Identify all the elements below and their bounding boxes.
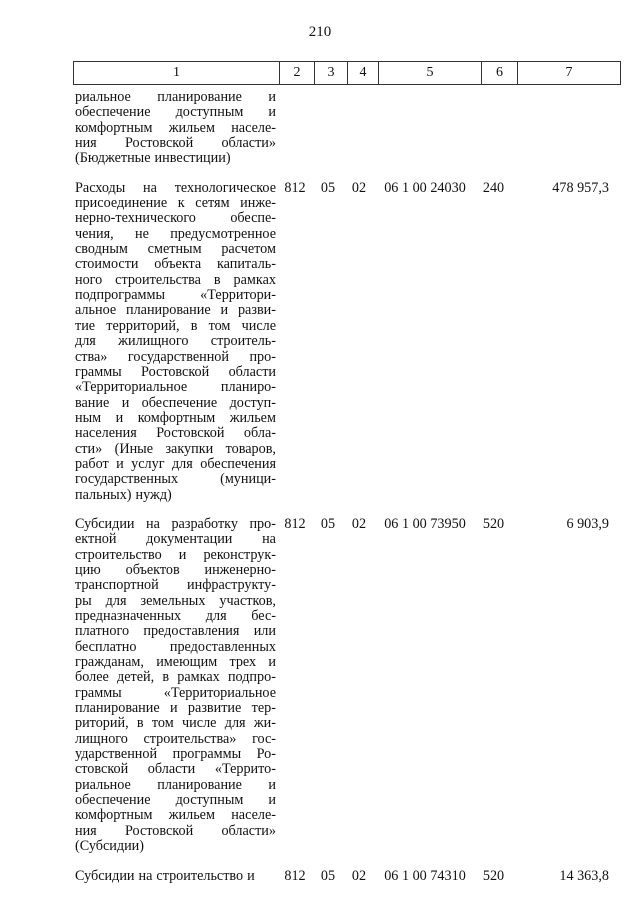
description-line: сти» (Иные закупки товаров, bbox=[75, 440, 276, 457]
page-number: 210 bbox=[308, 24, 332, 40]
description-line: гражданам, имеющим трех и bbox=[75, 654, 276, 671]
description-line: (Субсидии) bbox=[75, 838, 144, 855]
section-code bbox=[312, 90, 344, 167]
section-code: 05 bbox=[320, 867, 336, 884]
header-col-5: 5 bbox=[379, 62, 482, 85]
section-code: 05 bbox=[320, 515, 336, 532]
description-line: альное планирование и разви- bbox=[75, 302, 276, 319]
description-line: лищного строительства» гос- bbox=[75, 730, 276, 747]
description-line: вание и обеспечение доступ- bbox=[75, 394, 276, 411]
amount: 14 363,8 bbox=[559, 867, 609, 884]
header-col-4: 4 bbox=[348, 62, 379, 85]
description-line: сводным сметным расчетом bbox=[75, 241, 276, 258]
subsection-code: 02 bbox=[351, 179, 367, 196]
description-line: «Территориальное планиро- bbox=[75, 379, 276, 396]
description-line: строительство и реконструк- bbox=[75, 546, 276, 563]
description-line: бесплатно предоставленных bbox=[75, 638, 276, 655]
description-line: ства» государственной про- bbox=[75, 348, 276, 365]
header-col-2: 2 bbox=[280, 62, 315, 85]
description-line: ного строительства в рамках bbox=[75, 271, 276, 288]
table-row bbox=[73, 181, 613, 503]
description-line: риальное планирование и bbox=[75, 89, 276, 105]
ministry-code: 812 bbox=[284, 179, 306, 196]
description-line: транспортной инфраструкту- bbox=[75, 577, 276, 594]
header-col-1: 1 bbox=[74, 62, 280, 85]
description-line: обеспечение доступным и bbox=[75, 792, 276, 809]
table-row bbox=[73, 517, 613, 855]
target-article-code: 06 1 00 74310 bbox=[384, 867, 466, 884]
description-line: пальных) нужд) bbox=[75, 486, 172, 503]
section-code: 05 bbox=[320, 179, 336, 196]
description-line: ры для земельных участков, bbox=[75, 592, 276, 609]
description-line: комфортным жильем населе- bbox=[75, 807, 276, 824]
amount: 6 903,9 bbox=[566, 515, 609, 532]
expense-type-code: 240 bbox=[482, 179, 505, 196]
description-line: присоединение к сетям инже- bbox=[75, 195, 276, 212]
row-description bbox=[73, 869, 278, 884]
amount bbox=[511, 90, 613, 167]
description-line: планирование и развитие тер- bbox=[75, 700, 276, 717]
header-col-6: 6 bbox=[482, 62, 518, 85]
description-line: стовской области «Террито- bbox=[75, 761, 276, 778]
description-line: стоимости объекта капиталь- bbox=[75, 256, 276, 273]
table-row bbox=[73, 869, 613, 884]
description-line: ударственной программы Ро- bbox=[75, 746, 276, 763]
description-line: работ и услуг для обеспечения bbox=[75, 455, 276, 472]
table-body bbox=[73, 90, 613, 884]
description-line: ным и комфортным жильем bbox=[75, 409, 276, 426]
description-line: платного предоставления или bbox=[75, 623, 276, 640]
description-line: цию объектов инженерно- bbox=[75, 561, 276, 578]
amount: 478 957,3 bbox=[552, 179, 609, 196]
subsection-code: 02 bbox=[351, 515, 367, 532]
table-row bbox=[73, 90, 613, 167]
row-description bbox=[73, 90, 278, 167]
target-article-code: 06 1 00 73950 bbox=[384, 515, 466, 532]
column-header-row bbox=[73, 61, 621, 85]
description-line: населения Ростовской обла- bbox=[75, 425, 276, 442]
subsection-code bbox=[344, 90, 374, 167]
description-line: граммы Ростовской области bbox=[75, 363, 276, 380]
expense-type-code bbox=[476, 90, 511, 167]
description-line: обеспечение доступным и bbox=[75, 104, 276, 121]
header-col-7: 7 bbox=[518, 62, 621, 85]
target-article-code: 06 1 00 24030 bbox=[384, 179, 466, 196]
expense-type-code: 520 bbox=[482, 515, 505, 532]
description-line: граммы «Территориальное bbox=[75, 684, 276, 701]
description-line: Субсидии на строительство и bbox=[75, 867, 255, 884]
description-line: государственных (муници- bbox=[75, 471, 276, 488]
description-line: для жилищного строитель- bbox=[75, 333, 276, 350]
description-line: риальное планирование и bbox=[75, 776, 276, 793]
description-line: тие территорий, в том числе bbox=[75, 317, 276, 334]
description-line: ния Ростовской области» bbox=[75, 822, 276, 839]
description-line: комфортным жильем населе- bbox=[75, 119, 276, 136]
target-article-code bbox=[374, 90, 476, 167]
description-line: ния Ростовской области» bbox=[75, 135, 276, 152]
expense-type-code: 520 bbox=[482, 867, 505, 884]
description-line: (Бюджетные инвестиции) bbox=[75, 150, 231, 167]
description-line: риторий, в том числе для жи- bbox=[75, 715, 276, 732]
row-description bbox=[73, 181, 278, 503]
description-line: Субсидии на разработку про- bbox=[75, 515, 276, 532]
description-line: чения, не предусмотренное bbox=[75, 225, 276, 242]
description-line: предназначенных для бес- bbox=[75, 608, 276, 624]
ministry-code: 812 bbox=[284, 515, 306, 532]
subsection-code: 02 bbox=[351, 867, 367, 884]
ministry-code bbox=[278, 90, 312, 167]
header-col-3: 3 bbox=[315, 62, 348, 85]
description-line: более детей, в рамках подпро- bbox=[75, 669, 276, 686]
description-line: Расходы на технологическое bbox=[75, 179, 276, 196]
description-line: ектной документации на bbox=[75, 531, 276, 548]
row-description bbox=[73, 517, 278, 855]
ministry-code: 812 bbox=[284, 867, 306, 884]
description-line: подпрограммы «Территори- bbox=[75, 287, 276, 304]
description-line: нерно-технического обеспе- bbox=[75, 210, 276, 227]
